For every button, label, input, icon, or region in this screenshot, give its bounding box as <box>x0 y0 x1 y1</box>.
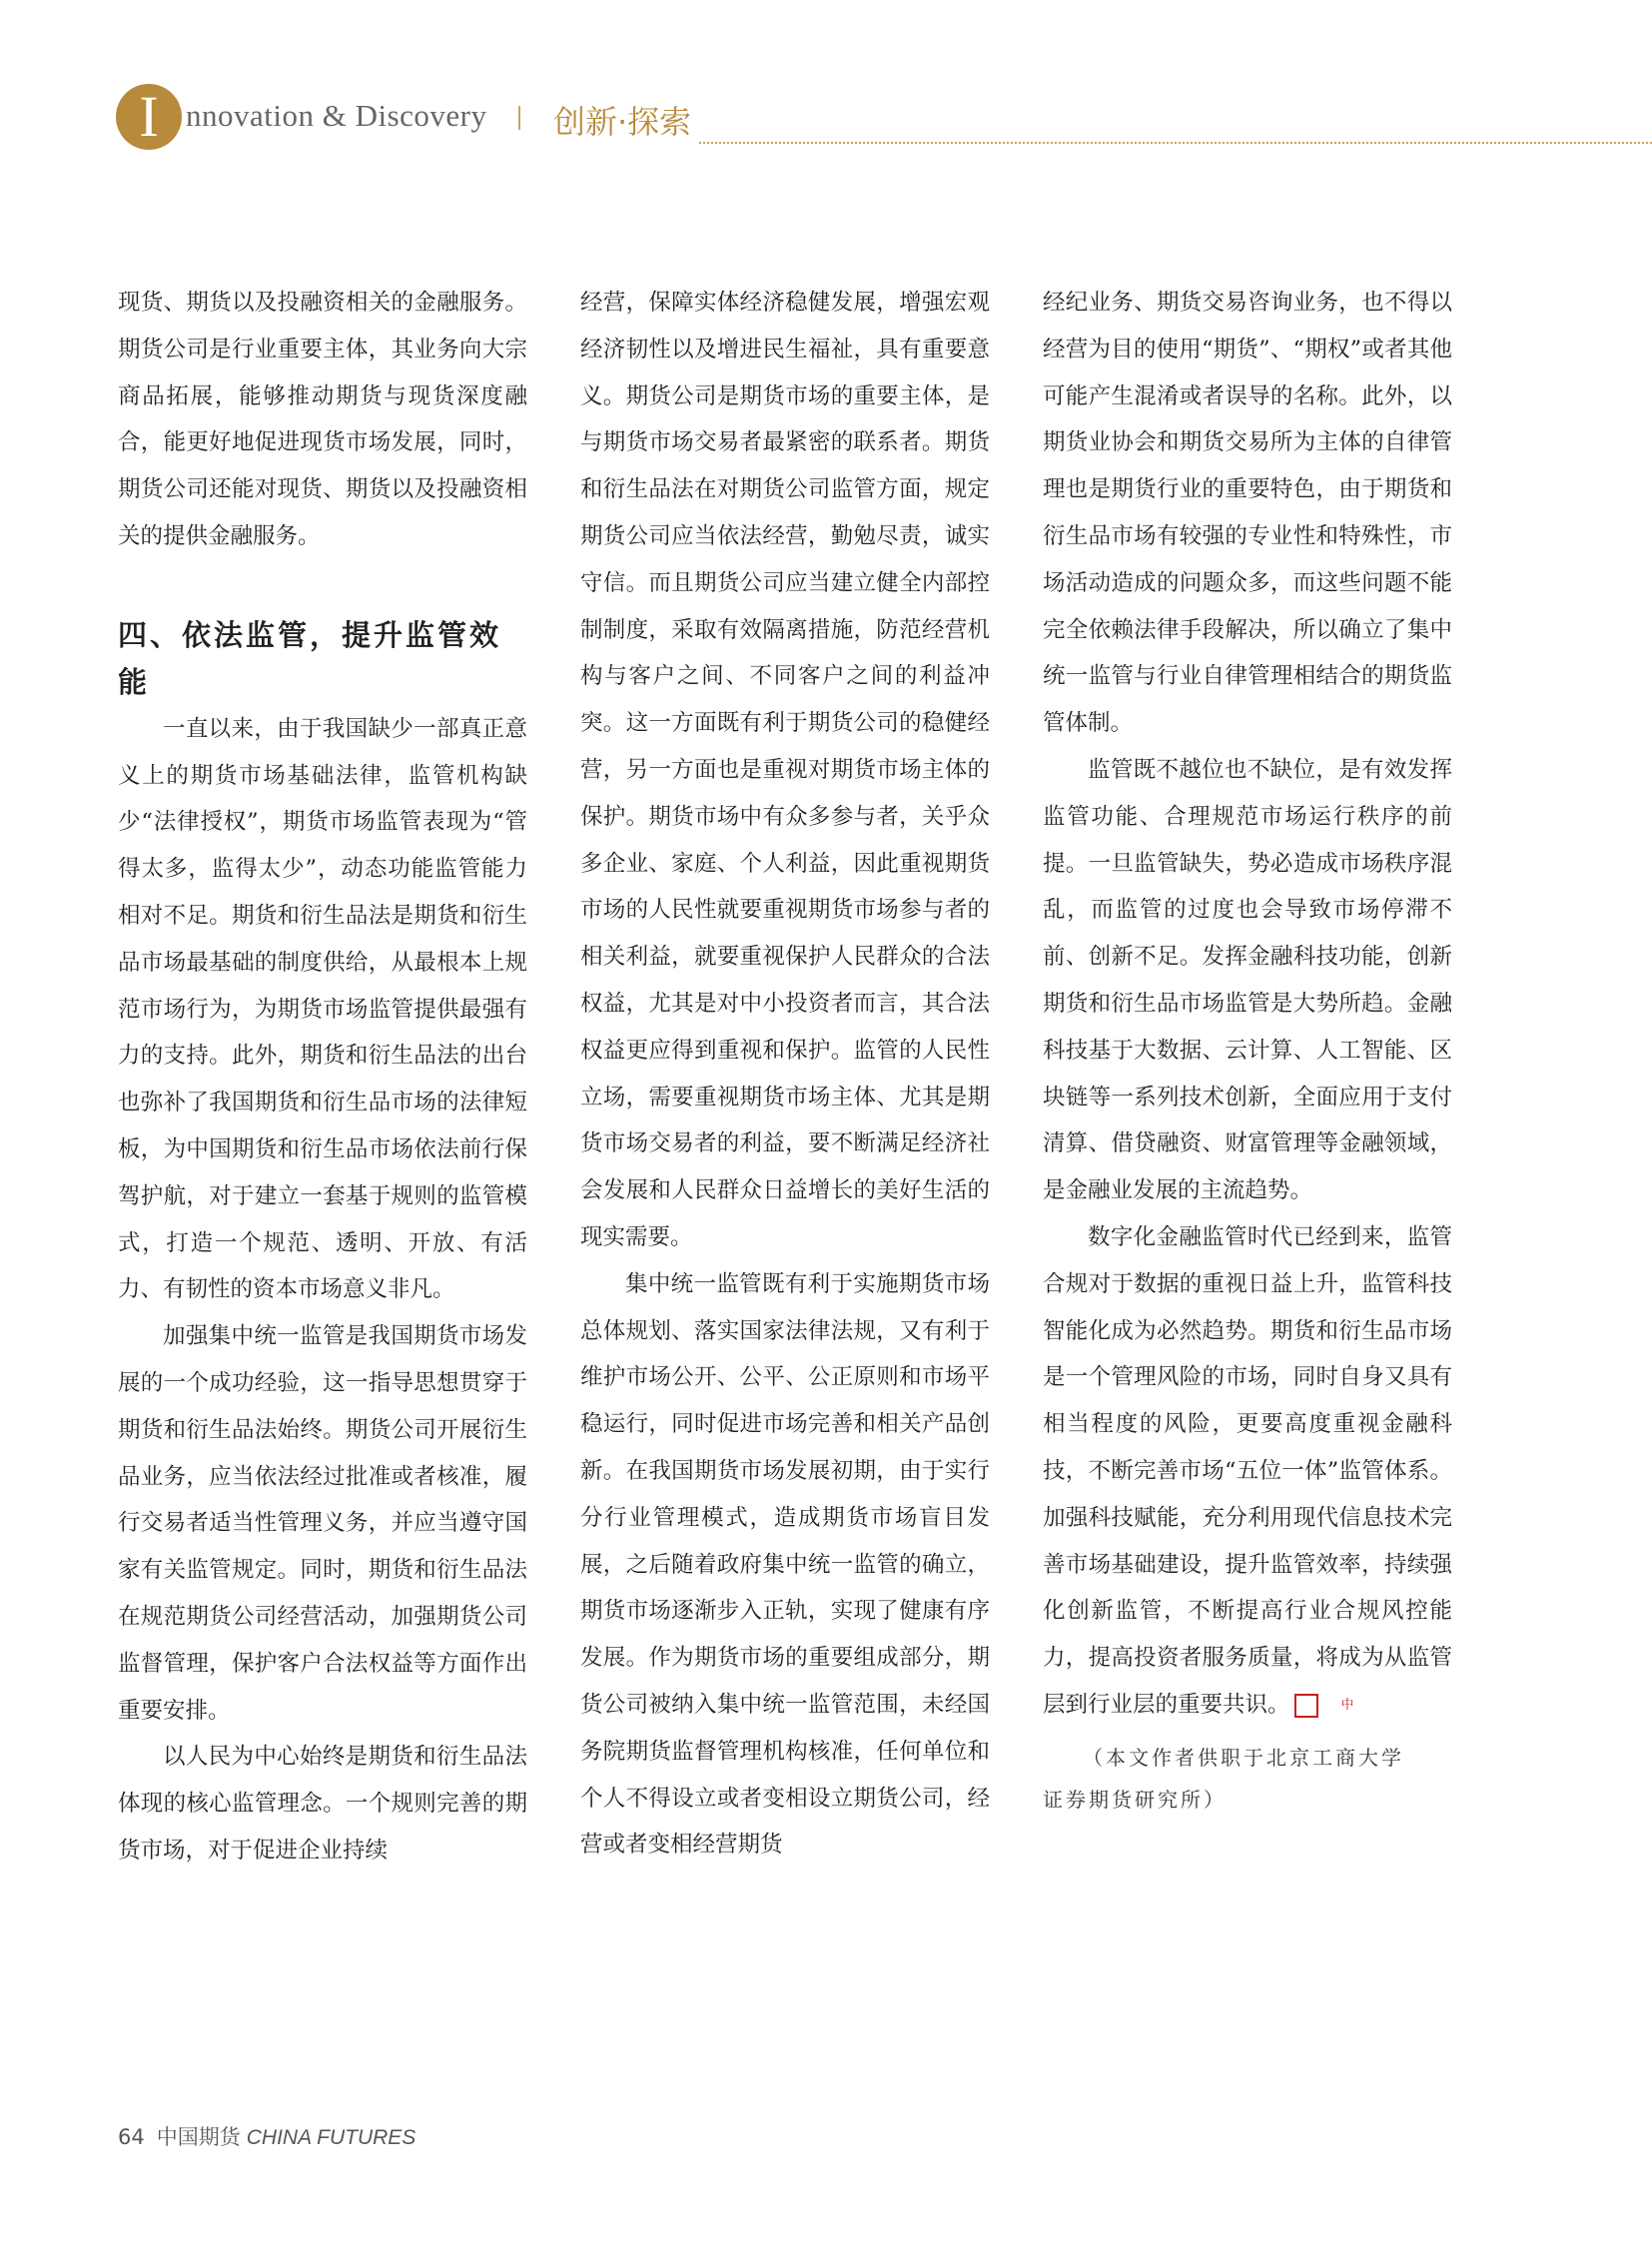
header-divider <box>518 106 520 130</box>
author-note <box>1043 1737 1452 1821</box>
section-heading: 四、依法监管，提升监管效能 <box>118 617 502 699</box>
paragraph: 监管既不越位也不缺位，是有效发挥监管功能、合理规范市场运行秩序的前提。一旦监管缺失，势必造成市场秩序混乱，而监管的过度也会导致市场停滞不前、创新不足。发挥金融科技功能，创新期货和衍生品市场监管是大势所趋。金融科技基于大数据、云计算、人工智能、区块链等一系列技术创新，全面应用于支付清算、借贷融资、财富管理等金融领域，是金融业发展的主流趋势。 <box>1043 756 1452 1204</box>
paragraph: 加强集中统一监管是我国期货市场发展的一个成功经验，这一指导思想贯穿于期货和衍生品法始终。期货公司开展衍生品业务，应当依法经过批准或者核准，履行交易者适当性管理义务，并应当遵守国家有关监管规定。同时，期货和衍生品法在规范期货公司经营活动，加强期货公司监督管理，保护客户合法权益等方面作出重要安排。 <box>118 1323 527 1724</box>
author-note-line: （本文作者供职于北京工商大学 <box>1083 1745 1404 1770</box>
magazine-name-cn: 中国期货 <box>156 2125 241 2149</box>
page-number: 64 <box>118 2125 145 2149</box>
author-note-line: 证券期货研究所） <box>1043 1787 1227 1812</box>
paragraph-final <box>1043 1214 1452 1729</box>
paragraph: 集中统一监管既有利于实施期货市场总体规划、落实国家法律法规，又有利于维护市场公开、公平、公正原则和市场平稳运行，同时促进市场完善和相关产品创新。在我国期货市场发展初期，由于实行分行业管理模式，造成期货市场盲目发展，之后随着政府集中统一监管的确立，期货市场逐渐步入正轨，实现了健康有序发展。作为期货市场的重要组成部分，期货公司被纳入集中统一监管范围，未经国务院期货监督管理机构核准，任何单位和个人不得设立或者变相设立期货公司，经营或者变相经营期货 <box>580 1270 990 1859</box>
paragraph: 经营，保障实体经济稳健发展，增强宏观经济韧性以及增进民生福祉，具有重要意义。期货公司是期货市场的重要主体，是与期货市场交易者最紧密的联系者。期货和衍生品法在对期货公司监管方面，规定期货公司应当依法经营，勤勉尽责，诚实守信。而且期货公司应当建立健全内部控制制度，采取有效隔离措施，防范经营机构与客户之间、不同客户之间的利益冲突。这一方面既有利于期货公司的稳健经营，另一方面也是重视对期货市场主体的保护。期货市场中有众多参与者，关乎众多企业、家庭、个人利益，因此重视期货市场的人民性就要重视期货市场参与者的相关利益，就要重视保护人民群众的合法权益，尤其是对中小投资者而言，其合法权益更应得到重视和保护。监管的人民性立场，需要重视期货市场主体、尤其是期货市场交易者的利益，要不断满足经济社会发展和人民群众日益增长的美好生活的现实需要。 <box>580 290 990 1250</box>
section-title-cn: 创新·探索 <box>553 103 692 141</box>
section-initial-letter: I <box>139 84 159 149</box>
page-footer <box>118 2121 415 2151</box>
section-header <box>0 0 1652 160</box>
magazine-name-en: CHINA FUTURES <box>246 2126 416 2149</box>
article-column-1 <box>118 280 527 1874</box>
section-title-en: nnovation & Discovery <box>186 98 487 133</box>
article-column-3 <box>1043 280 1452 1821</box>
paragraph: 现货、期货以及投融资相关的金融服务。期货公司是行业重要主体，其业务向大宗商品拓展，能够推动期货与现货深度融合，能更好地促进现货市场发展，同时，期货公司还能对现货、期货以及投融资相关的提供金融服务。 <box>118 290 527 549</box>
end-mark-icon: 中 <box>1294 1694 1318 1718</box>
paragraph: 经纪业务、期货交易咨询业务，也不得以经营为目的使用“期货”、“期权”或者其他可能产生混淆或者误导的名称。此外，以期货业协会和期货交易所为主体的自律管理也是期货行业的重要特色，由于期货和衍生品市场有较强的专业性和特殊性，市场活动造成的问题众多，而这些问题不能完全依赖法律手段解决，所以确立了集中统一监管与行业自律管理相结合的期货监管体制。 <box>1043 290 1452 737</box>
article-column-2 <box>580 280 990 1868</box>
header-dotted-rule <box>699 142 1652 144</box>
paragraph-text: 数字化金融监管时代已经到来，监管合规对于数据的重视日益上升，监管科技智能化成为必然趋势。期货和衍生品市场是一个管理风险的市场，同时自身又具有相当程度的风险，更要高度重视金融科技，不断完善市场“五位一体”监管体系。加强科技赋能，充分利用现代信息技术完善市场基础建设，提升监管效率，持续强化创新监管，不断提高行业合规风控能力，提高投资者服务质量，将成为从监管层到行业层的重要共识。 <box>1043 1223 1452 1718</box>
paragraph: 以人民为中心始终是期货和衍生品法体现的核心监管理念。一个规则完善的期货市场，对于促进企业持续 <box>118 1744 527 1864</box>
paragraph: 一直以来，由于我国缺少一部真正意义上的期货市场基础法律，监管机构缺少“法律授权”，期货市场监管表现为“管得太多，监得太少”，动态功能监管能力相对不足。期货和衍生品法是期货和衍生品市场最基础的制度供给，从最根本上规范市场行为，为期货市场监管提供最强有力的支持。此外，期货和衍生品法的出台也弥补了我国期货和衍生品市场的法律短板，为中国期货和衍生品市场依法前行保驾护航，对于建立一套基于规则的监管模式，打造一个规范、透明、开放、有活力、有韧性的资本市场意义非凡。 <box>118 715 527 1303</box>
